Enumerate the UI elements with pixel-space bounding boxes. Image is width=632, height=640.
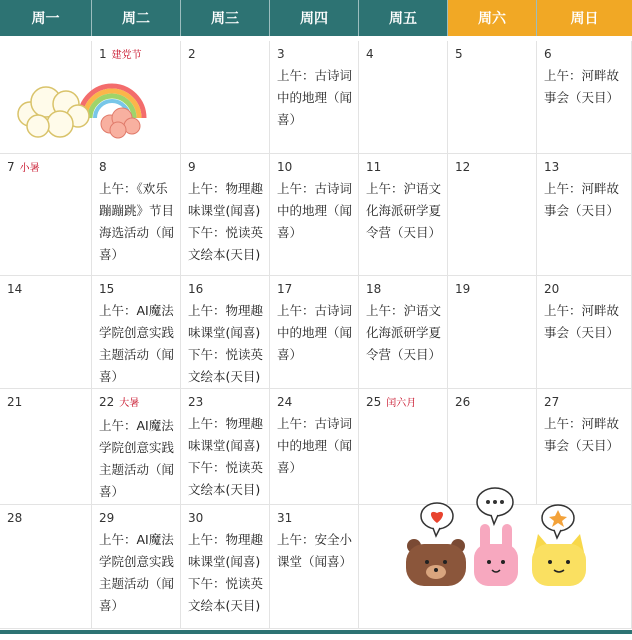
day-number: 18 xyxy=(366,282,382,296)
day-number: 25 xyxy=(366,395,382,409)
day-cell[interactable] xyxy=(92,389,181,505)
day-cell[interactable] xyxy=(181,41,270,154)
holiday-label: 建党节 xyxy=(111,50,142,61)
event-text: 上午：AI魔法学院创意实践主题活动（闻喜） xyxy=(99,303,175,384)
event-text: 上午：AI魔法学院创意实践主题活动（闻喜） xyxy=(99,532,175,613)
holiday-label: 闰六月 xyxy=(386,398,417,409)
day-cell[interactable] xyxy=(92,505,181,629)
event-text: 上午：AI魔法学院创意实践主题活动（闻喜） xyxy=(99,418,175,499)
day-number: 3 xyxy=(277,47,285,61)
day-number: 5 xyxy=(455,47,463,61)
weekday-fri: 周五 xyxy=(359,0,448,36)
holiday-label: 小暑 xyxy=(19,163,40,174)
weekday-wed: 周三 xyxy=(181,0,270,36)
event-text: 上午：古诗词中的地理（闻喜） xyxy=(277,181,353,240)
day-number: 21 xyxy=(7,395,23,409)
day-cell[interactable] xyxy=(181,505,270,629)
day-cell[interactable] xyxy=(0,276,92,389)
event-text: 上午：河畔故事会（天目） xyxy=(544,68,620,105)
bottom-border xyxy=(0,630,632,634)
event-text: 上午：沪语文化海派研学夏令营（天目） xyxy=(366,303,442,362)
day-number: 14 xyxy=(7,282,23,296)
day-number: 22 xyxy=(99,395,115,409)
weekday-sat: 周六 xyxy=(448,0,537,36)
weekday-sun: 周日 xyxy=(537,0,632,36)
day-number: 31 xyxy=(277,511,293,525)
day-number: 2 xyxy=(188,47,196,61)
day-cell[interactable] xyxy=(359,154,448,276)
event-text: 上午：安全小课堂（闻喜） xyxy=(277,532,353,569)
event-text: 上午：《欢乐蹦蹦跳》节目海选活动（闻喜） xyxy=(99,181,175,262)
day-number: 20 xyxy=(544,282,560,296)
day-cell[interactable] xyxy=(448,154,537,276)
day-number: 11 xyxy=(366,160,382,174)
day-cell[interactable] xyxy=(270,389,359,505)
day-number: 27 xyxy=(544,395,560,409)
day-cell[interactable] xyxy=(448,41,537,154)
weekday-header xyxy=(0,0,632,36)
day-number: 1 xyxy=(99,47,107,61)
day-number: 17 xyxy=(277,282,293,296)
day-number: 10 xyxy=(277,160,293,174)
rainbow-cloud-illustration xyxy=(12,72,147,142)
event-text: 上午：古诗词中的地理（闻喜） xyxy=(277,416,353,475)
event-text: 上午：河畔故事会（天目） xyxy=(544,181,620,218)
day-number: 7 xyxy=(7,160,15,174)
event-text: 上午：物理趣味课堂(闻喜) 下午：悦读英文绘本(天目) xyxy=(188,532,264,613)
event-text: 上午：沪语文化海派研学夏令营（天目） xyxy=(366,181,442,240)
event-text: 上午：物理趣味课堂(闻喜) 下午：悦读英文绘本(天目) xyxy=(188,303,264,384)
event-text: 上午：古诗词中的地理（闻喜） xyxy=(277,68,353,127)
event-text: 上午：河畔故事会（天目） xyxy=(544,416,620,453)
day-number: 15 xyxy=(99,282,115,296)
day-cell[interactable] xyxy=(92,154,181,276)
day-cell[interactable] xyxy=(270,41,359,154)
day-cell[interactable] xyxy=(270,154,359,276)
day-cell[interactable] xyxy=(448,276,537,389)
weekday-thu: 周四 xyxy=(270,0,359,36)
day-number: 26 xyxy=(455,395,471,409)
day-number: 9 xyxy=(188,160,196,174)
weekday-mon: 周一 xyxy=(0,0,92,36)
day-number: 28 xyxy=(7,511,23,525)
day-number: 4 xyxy=(366,47,374,61)
day-cell[interactable] xyxy=(270,276,359,389)
day-number: 6 xyxy=(544,47,552,61)
event-text: 上午：物理趣味课堂(闻喜) 下午：悦读英文绘本(天目) xyxy=(188,181,264,262)
day-cell[interactable] xyxy=(0,154,92,276)
day-number: 8 xyxy=(99,160,107,174)
event-text: 上午：河畔故事会（天目） xyxy=(544,303,620,340)
holiday-label: 大暑 xyxy=(119,398,140,409)
day-cell[interactable] xyxy=(0,389,92,505)
day-cell[interactable] xyxy=(537,276,632,389)
day-cell[interactable] xyxy=(181,389,270,505)
day-cell[interactable] xyxy=(181,154,270,276)
day-number: 29 xyxy=(99,511,115,525)
day-number: 13 xyxy=(544,160,560,174)
day-cell[interactable] xyxy=(92,276,181,389)
event-text: 上午：古诗词中的地理（闻喜） xyxy=(277,303,353,362)
day-cell[interactable] xyxy=(270,505,359,629)
day-number: 24 xyxy=(277,395,293,409)
day-cell[interactable] xyxy=(537,41,632,154)
day-cell[interactable] xyxy=(181,276,270,389)
day-cell[interactable] xyxy=(359,276,448,389)
event-text: 上午：物理趣味课堂(闻喜) 下午：悦读英文绘本(天目) xyxy=(188,416,264,497)
day-number: 12 xyxy=(455,160,471,174)
day-cell[interactable] xyxy=(0,505,92,629)
day-cell[interactable] xyxy=(359,41,448,154)
day-number: 30 xyxy=(188,511,204,525)
day-cell[interactable] xyxy=(537,154,632,276)
day-number: 23 xyxy=(188,395,204,409)
animal-friends-illustration xyxy=(400,486,590,586)
day-number: 16 xyxy=(188,282,204,296)
day-number: 19 xyxy=(455,282,471,296)
weekday-tue: 周二 xyxy=(92,0,181,36)
